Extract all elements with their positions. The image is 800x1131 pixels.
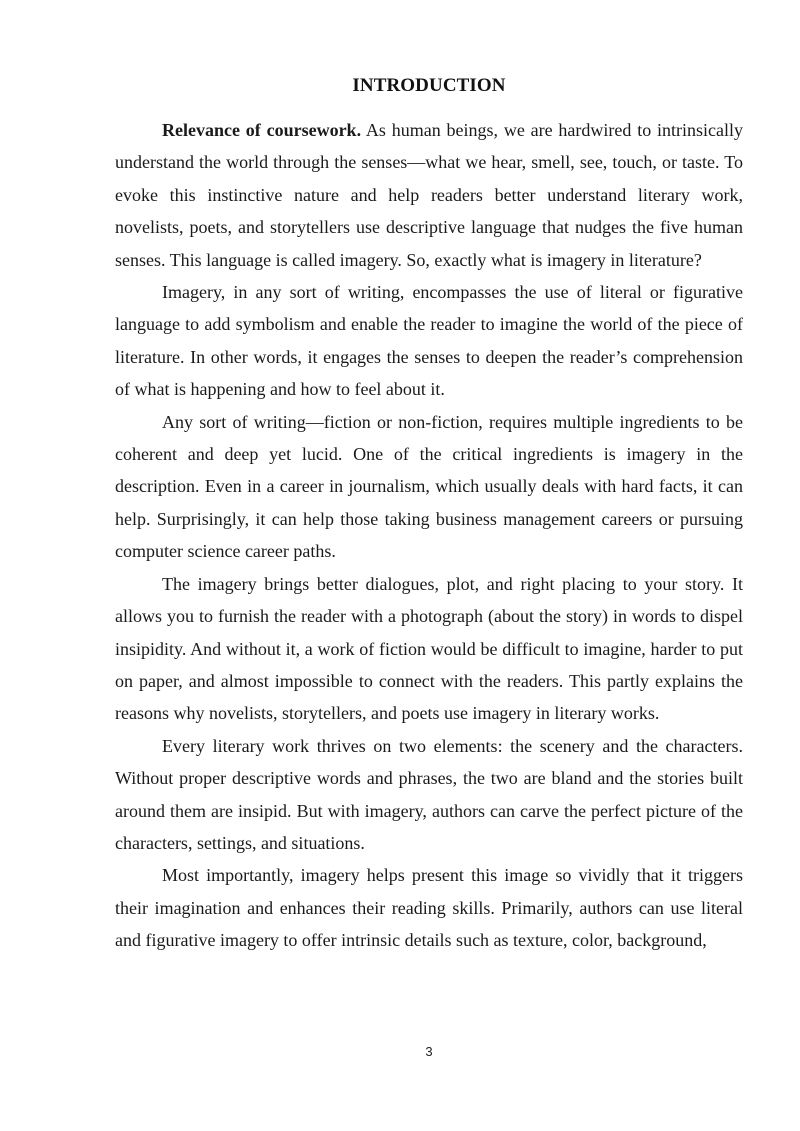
paragraph-ingredients: Any sort of writing—fiction or non-fiction, requires multiple ingredients to be coherent and deep yet lucid. One of the critical ingredients is imagery in the description. Even in a career in journalism, which usually deals with hard facts, it can help. Surprisingly, it can help those taking business management careers or pursuing computer science career paths. [115, 411, 743, 562]
body-text [115, 114, 743, 957]
paragraph-text: As human beings, we are hardwired to intrinsically understand the world through the senses—what we hear, smell, see, touch, or taste. To evoke this instinctive nature and help readers better understand literary work, novelists, poets, and storytellers use descriptive language that nudges the five human senses. This language is called imagery. So, exactly what is imagery in literature? [115, 120, 743, 270]
paragraph-imagery-definition: Imagery, in any sort of writing, encompasses the use of literal or figurative language to add symbolism and enable the reader to imagine the world of the piece of literature. In other words, it engages the senses to deepen the reader’s comprehension of what is happening and how to feel about it. [115, 282, 743, 400]
paragraph-importance: Most importantly, imagery helps present this image so vividly that it triggers their imagination and enhances their reading skills. Primarily, authors can use literal and figurative imagery to offer intrinsic details such as texture, color, background, [115, 865, 743, 951]
paragraph-dialogues: The imagery brings better dialogues, plot, and right placing to your story. It allows you to furnish the reader with a photograph (about the story) in words to dispel insipidity. And without it, a work of fiction would be difficult to imagine, harder to put on paper, and almost impossible to connect with the readers. This partly explains the reasons why novelists, storytellers, and poets use imagery in literary works. [115, 573, 743, 724]
page-title: INTRODUCTION [352, 75, 506, 96]
paragraph-relevance [115, 114, 743, 276]
paragraph-lead-heading: Relevance of coursework. [162, 120, 362, 140]
page-number: 3 [425, 1044, 433, 1059]
paragraph-elements: Every literary work thrives on two elements: the scenery and the characters. Without proper descriptive words and phrases, the two are bland and the stories built around them are insipid. But with imagery, authors can carve the perfect picture of the characters, settings, and situations. [115, 735, 743, 853]
